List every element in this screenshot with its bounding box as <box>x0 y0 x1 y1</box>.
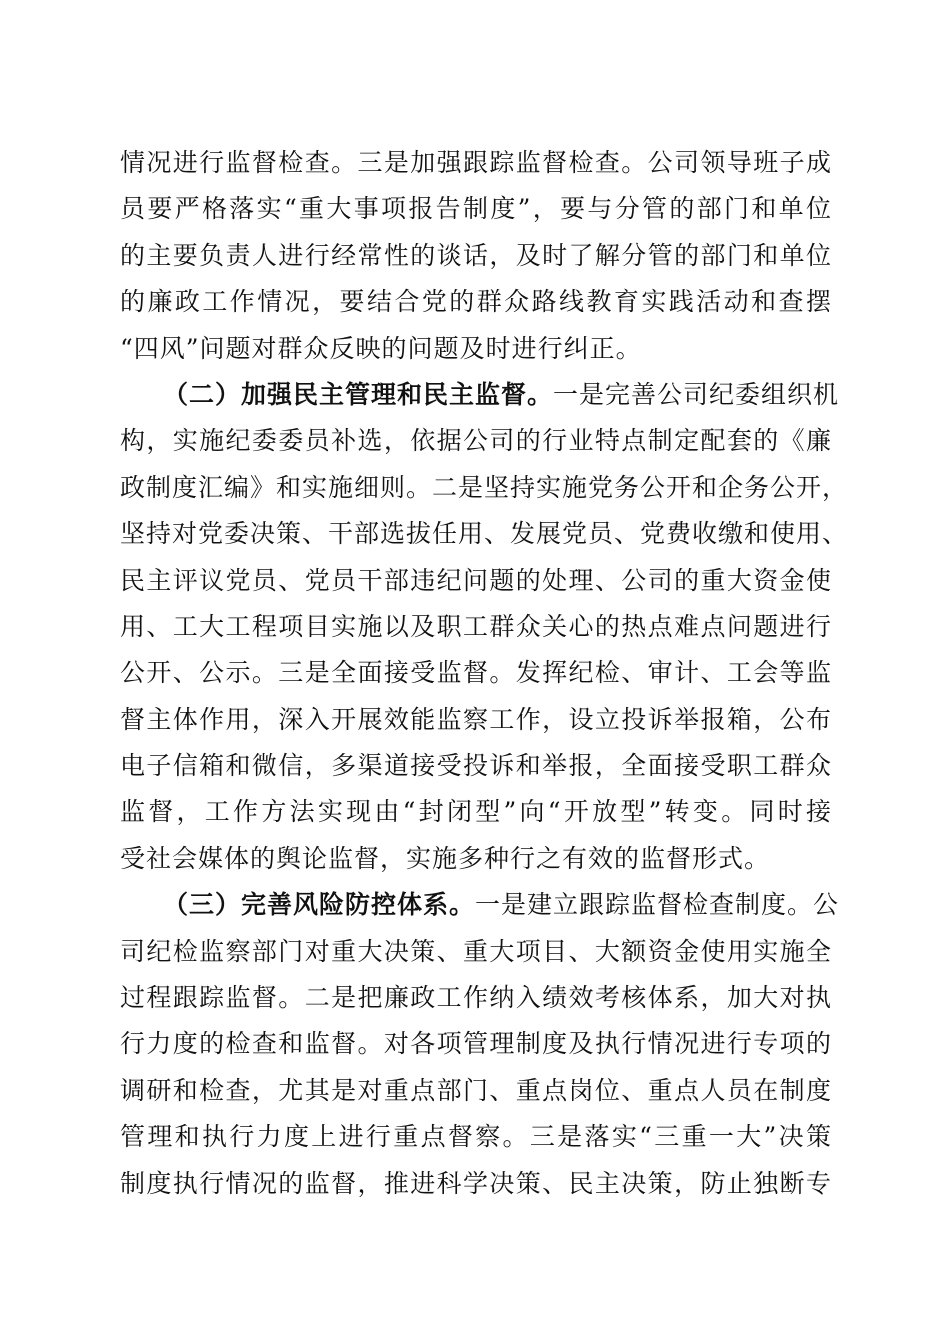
text-line: 情况进行监督检查。三是加强跟踪监督检查。公司领导班子成 <box>120 148 832 177</box>
text-line: 政制度汇编》和实施细则。二是坚持实施党务公开和企务公开， <box>120 472 849 502</box>
text-line: 司纪检监察部门对重大决策、重大项目、大额资金使用实施全 <box>120 936 832 966</box>
text-line <box>120 372 840 418</box>
text-line: 公开、公示。三是全面接受监督。发挥纪检、审计、工会等监 <box>120 658 832 688</box>
text-line: 过程跟踪监督。二是把廉政工作纳入绩效考核体系，加大对执 <box>120 983 832 1013</box>
body-text <box>120 140 849 1207</box>
text-line: 用、工大工程项目实施以及职工群众关心的热点难点问题进行 <box>120 611 832 641</box>
section-heading: （二）加强民主管理和民主监督。 <box>163 379 554 409</box>
text-line: 的廉政工作情况，要结合党的群众路线教育实践活动和查摆 <box>120 287 832 317</box>
text-line <box>120 882 840 928</box>
paragraph-2 <box>120 372 849 882</box>
text-line: 员要严格落实“重大事项报告制度”，要与分管的部门和单位 <box>120 194 832 224</box>
text-line: 管理和执行力度上进行重点督察。三是落实“三重一大”决策 <box>120 1122 832 1152</box>
paragraph-1 <box>120 140 832 372</box>
text-line: 行力度的检查和监督。对各项管理制度及执行情况进行专项的 <box>120 1029 832 1059</box>
section-heading: （三）完善风险防控体系。 <box>163 890 476 920</box>
text-line: 受社会媒体的舆论监督，实施多种行之有效的监督形式。 <box>120 843 771 873</box>
text-line: 坚持对党委决策、干部选拔任用、发展党员、党费收缴和使用、 <box>120 519 849 549</box>
text-line: 电子信箱和微信，多渠道接受投诉和举报，全面接受职工群众 <box>120 751 832 781</box>
text-line: 督主体作用，深入开展效能监察工作，设立投诉举报箱，公布 <box>120 704 832 734</box>
text-line: 监督，工作方法实现由“封闭型”向“开放型”转变。同时接 <box>120 797 832 827</box>
text-line: 调研和检查，尤其是对重点部门、重点岗位、重点人员在制度 <box>120 1075 832 1105</box>
text-line: 的主要负责人进行经常性的谈话，及时了解分管的部门和单位 <box>120 240 832 270</box>
text-line: 民主评议党员、党员干部违纪问题的处理、公司的重大资金使 <box>120 565 832 595</box>
text-line: 制度执行情况的监督，推进科学决策、民主决策，防止独断专 <box>120 1168 832 1198</box>
text-run: 一是完善公司纪委组织机 <box>553 379 840 409</box>
text-run: 一是建立跟踪监督检查制度。公 <box>475 890 840 920</box>
text-line: 构，实施纪委委员补选，依据公司的行业特点制定配套的《廉 <box>120 426 832 456</box>
paragraph-3 <box>120 882 840 1207</box>
text-line: “四风”问题对群众反映的问题及时进行纠正。 <box>120 333 642 363</box>
